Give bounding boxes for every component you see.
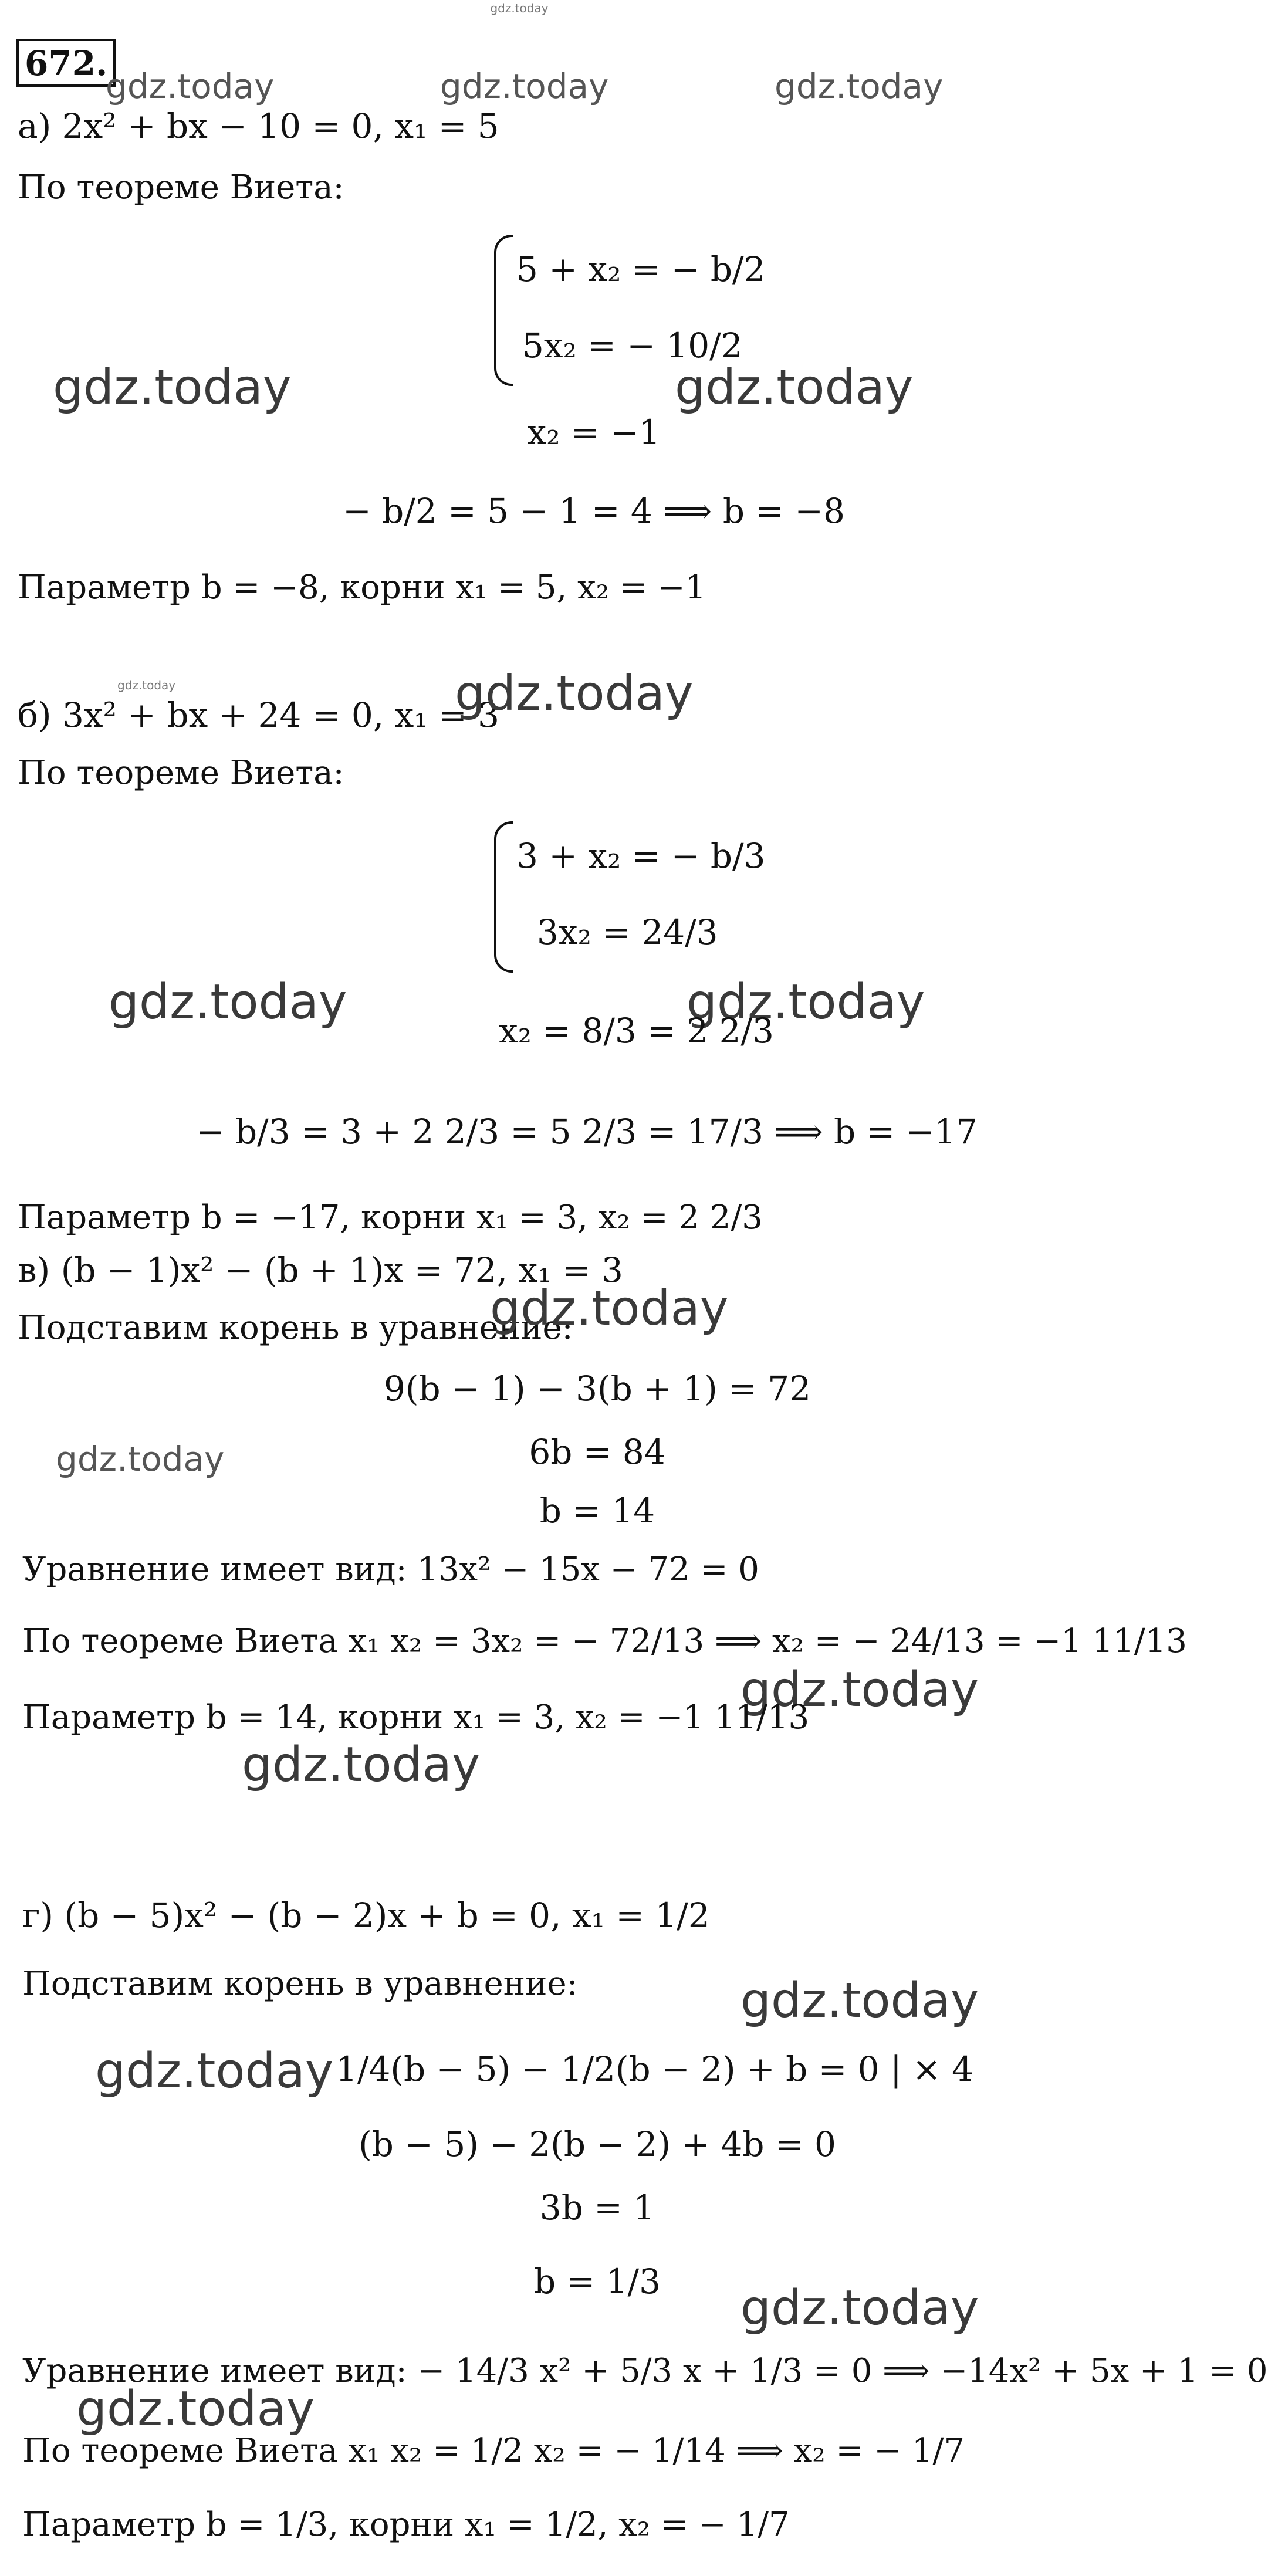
watermark: gdz.today xyxy=(440,66,609,106)
part-a-result: Параметр b = −8, корни x₁ = 5, x₂ = −1 xyxy=(18,568,706,607)
part-b-result: Параметр b = −17, корни x₁ = 3, x₂ = 2 2/3 xyxy=(18,1199,763,1237)
part-v-eq1: 9(b − 1) − 3(b + 1) = 72 xyxy=(383,1369,811,1409)
part-g-substitute: Подставим корень в уравнение: xyxy=(22,1965,578,2003)
watermark: gdz.today xyxy=(106,66,275,106)
part-v-form: Уравнение имеет вид: 13x² − 15x − 72 = 0 xyxy=(22,1551,759,1589)
part-g-form: Уравнение имеет вид: − 14/3 x² + 5/3 x + 1/3 = 0 ⟹ −14x² + 5x + 1 = 0 xyxy=(22,2352,1268,2390)
watermark: gdz.today xyxy=(775,66,944,106)
part-a-system-eq1: 5 + x₂ = − b/2 xyxy=(516,249,766,289)
part-g-eq4: b = 1/3 xyxy=(534,2262,661,2301)
part-a-header: а) 2x² + bx − 10 = 0, x₁ = 5 xyxy=(18,106,499,146)
watermark: gdz.today xyxy=(242,1737,481,1793)
part-a-b-line: − b/2 = 5 − 1 = 4 ⟹ b = −8 xyxy=(343,491,845,531)
part-g-eq1: 1/4(b − 5) − 1/2(b − 2) + b = 0 | × 4 xyxy=(336,2049,973,2089)
part-a-x2: x₂ = −1 xyxy=(527,412,661,452)
part-g-header: г) (b − 5)x² − (b − 2)x + b = 0, x₁ = 1/2 xyxy=(22,1895,710,1935)
part-v-vieta: По теореме Виета x₁ x₂ = 3x₂ = − 72/13 ⟹ x₂ = − 24/13 = −1 11/13 xyxy=(22,1622,1187,1660)
part-v-header: в) (b − 1)x² − (b + 1)x = 72, x₁ = 3 xyxy=(18,1250,623,1290)
watermark: gdz.today xyxy=(109,974,347,1030)
watermark: gdz.today xyxy=(740,2280,979,2336)
part-b-vieta: По теореме Виета: xyxy=(18,754,344,792)
part-v-substitute: Подставим корень в уравнение: xyxy=(18,1309,573,1347)
part-b-x2: x₂ = 8/3 = 2 2/3 xyxy=(499,1011,774,1051)
watermark: gdz.today xyxy=(490,1281,729,1336)
part-b-header: б) 3x² + bx + 24 = 0, x₁ = 3 xyxy=(18,695,500,735)
part-a-vieta: По теореме Виета: xyxy=(18,168,344,207)
watermark: gdz.today xyxy=(53,360,292,415)
part-b-system-eq2: 3x₂ = 24/3 xyxy=(537,912,718,952)
watermark: gdz.today xyxy=(675,360,914,415)
watermark: gdz.today xyxy=(117,678,176,692)
watermark: gdz.today xyxy=(740,1973,979,2029)
watermark: gdz.today xyxy=(76,2381,315,2437)
watermark-top: gdz.today xyxy=(490,1,549,15)
part-v-eq2: 6b = 84 xyxy=(529,1432,666,1472)
problem-number: 672. xyxy=(16,39,116,87)
part-a-system-eq2: 5x₂ = − 10/2 xyxy=(522,326,743,365)
watermark: gdz.today xyxy=(56,1439,225,1479)
part-v-result: Параметр b = 14, корни x₁ = 3, x₂ = −1 11/13 xyxy=(22,1698,810,1736)
watermark: gdz.today xyxy=(687,974,925,1030)
watermark: gdz.today xyxy=(740,1662,979,1718)
system-brace xyxy=(494,821,513,973)
part-g-eq3: 3b = 1 xyxy=(539,2188,655,2228)
part-g-result: Параметр b = 1/3, корни x₁ = 1/2, x₂ = − 1/7 xyxy=(22,2506,790,2544)
part-v-eq3: b = 14 xyxy=(539,1491,655,1531)
watermark: gdz.today xyxy=(95,2043,334,2099)
system-brace xyxy=(494,235,513,386)
watermark: gdz.today xyxy=(455,666,694,722)
part-g-vieta: По теореме Виета x₁ x₂ = 1/2 x₂ = − 1/14 ⟹ x₂ = − 1/7 xyxy=(22,2432,965,2470)
part-g-eq2: (b − 5) − 2(b − 2) + 4b = 0 xyxy=(359,2124,836,2164)
part-b-system-eq1: 3 + x₂ = − b/3 xyxy=(516,836,766,876)
part-b-b-line: − b/3 = 3 + 2 2/3 = 5 2/3 = 17/3 ⟹ b = −17 xyxy=(195,1112,978,1152)
